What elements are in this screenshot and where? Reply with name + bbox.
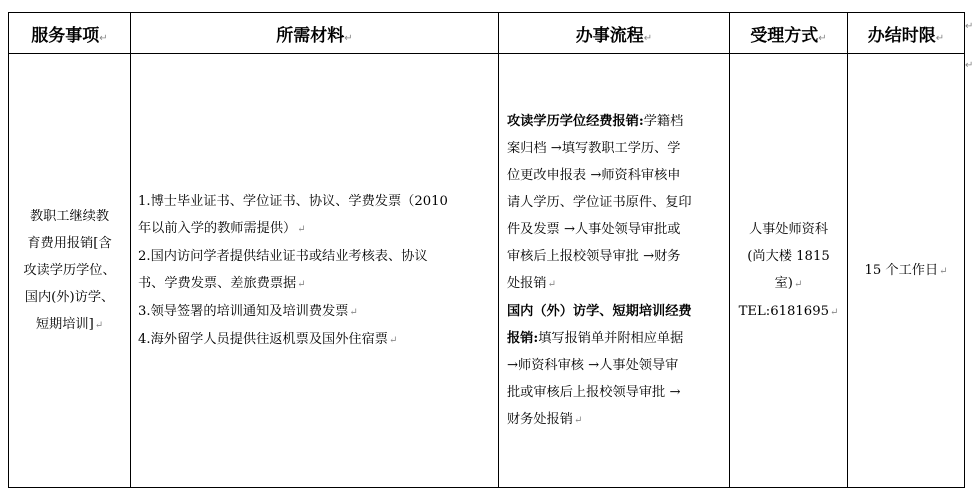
materials-cell <box>131 54 499 488</box>
material-line: 1.博士毕业证书、学位证书、协议、学费发票（2010 <box>138 193 448 209</box>
process-line: 处报销↵ <box>507 275 556 291</box>
item-line: 育费用报销[含 <box>27 235 112 251</box>
process-section-degree: 攻读学历学位经费报销:学籍档 案归档 →填写教职工学历、学 位更改申报表 →师资科审核申 请人学历、学位证书原件、复印 件及发票 →人事处领导审批或 审核后上报校领导审批 →财务 处报销↵ <box>507 108 724 298</box>
item-line: 短期培训]↵ <box>35 316 104 332</box>
header-process: 办事流程↵ <box>499 13 730 54</box>
process-line: 请人学历、学位证书原件、复印 <box>507 194 692 210</box>
process-title: 报销: <box>507 330 539 346</box>
item-line: 攻读学历学位、 <box>23 262 116 278</box>
material-line: 3.领导签署的培训通知及培训费发票↵ <box>138 303 358 319</box>
service-item-cell <box>9 54 131 488</box>
header-row <box>9 13 965 54</box>
row-end-mark: ↵ <box>965 21 974 32</box>
process-line: 财务处报销↵ <box>507 411 583 427</box>
mode-line: 室)↵ <box>774 275 803 291</box>
mode-cell <box>730 54 848 488</box>
service-table <box>8 12 965 488</box>
item-line: 教职工继续教 <box>29 208 110 224</box>
material-line: 2.国内访问学者提供结业证书或结业考核表、协议 <box>138 248 428 264</box>
material-line: 年以前入学的教师需提供）↵ <box>138 220 306 236</box>
header-mode: 受理方式↵ <box>730 13 848 54</box>
table-row <box>9 54 965 488</box>
header-materials: 所需材料↵ <box>131 13 499 54</box>
process-title: 攻读学历学位经费报销: <box>507 113 644 129</box>
process-section-visiting: 国内（外）访学、短期培训经费 报销:填写报销单并附相应单据 →师资科审核 →人事处领导审 批或审核后上报校领导审批 → 财务处报销↵ <box>507 298 724 434</box>
time-cell <box>848 54 965 488</box>
process-cell <box>499 54 730 488</box>
mode-line: TEL:6181695↵ <box>738 303 839 319</box>
process-line: 案归档 →填写教职工学历、学 <box>507 140 681 156</box>
mode-line: 人事处师资科 <box>748 221 829 237</box>
header-time: 办结时限↵ <box>848 13 965 54</box>
process-line: 位更改申报表 →师资科审核申 <box>507 167 681 183</box>
time-value: 15 个工作日↵ <box>864 262 948 278</box>
process-line: 审核后上报校领导审批 →财务 <box>507 248 681 264</box>
process-line: 件及发票 →人事处领导审批或 <box>507 221 681 237</box>
header-item: 服务事项↵ <box>9 13 131 54</box>
item-line: 国内(外)访学、 <box>24 289 115 305</box>
row-end-mark: ↵ <box>965 60 974 71</box>
process-line: 批或审核后上报校领导审批 → <box>507 384 681 400</box>
process-title: 国内（外）访学、短期培训经费 <box>507 303 692 319</box>
material-line: 4.海外留学人员提供往返机票及国外住宿票↵ <box>138 331 398 347</box>
material-line: 书、学费发票、差旅费票据↵ <box>138 275 306 291</box>
process-line: →师资科审核 →人事处领导审 <box>507 357 679 373</box>
mode-line: (尚大楼 1815 <box>747 248 830 264</box>
